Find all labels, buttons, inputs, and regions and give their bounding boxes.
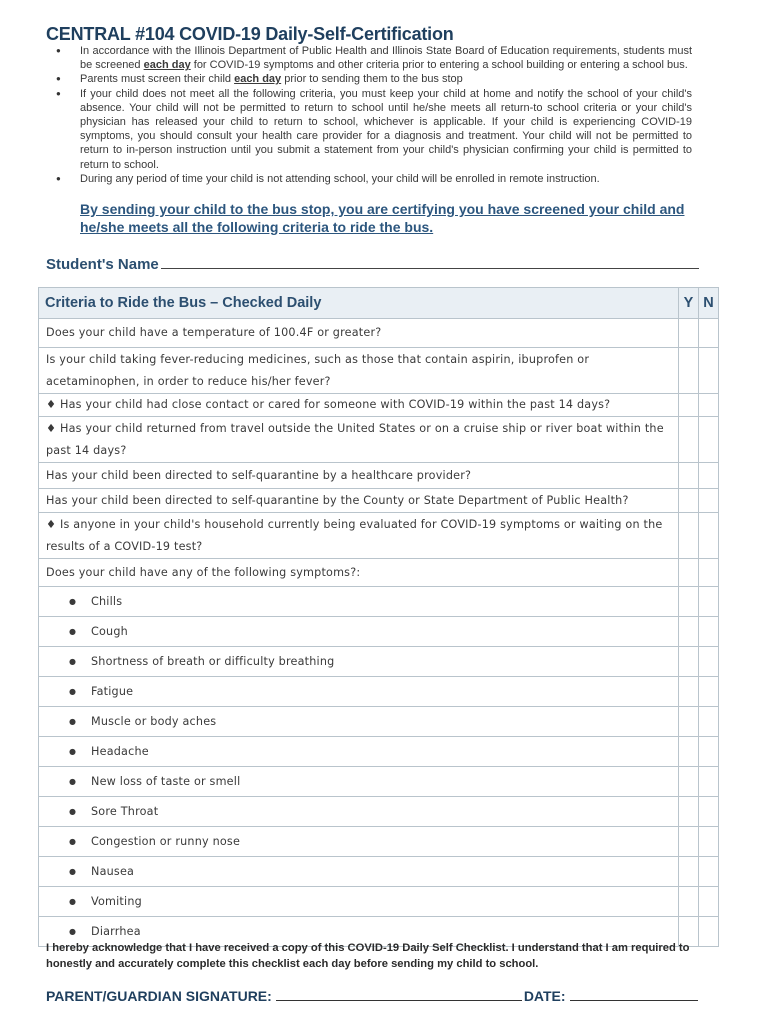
page-title: CENTRAL #104 COVID-19 Daily-Self-Certification [46,24,454,44]
yes-checkbox[interactable] [679,617,699,647]
symptom-row [39,887,719,917]
intro-text: Parents must screen their child [80,73,235,86]
yes-checkbox[interactable] [679,348,699,394]
yes-checkbox[interactable] [679,417,699,463]
intro-item-parents [52,72,692,86]
intro-text: prior to sending them to the bus stop [281,73,463,86]
symptom-item [39,827,679,857]
symptom-item [39,857,679,887]
bullet-icon: ● [69,687,77,696]
yes-checkbox[interactable] [679,559,699,587]
symptom-row [39,707,719,737]
yes-checkbox[interactable] [679,707,699,737]
symptom-label: Fatigue [91,685,134,698]
emphasis-text: each day [143,59,191,72]
yes-checkbox[interactable] [679,394,699,417]
yes-checkbox[interactable] [679,647,699,677]
table-row [39,394,719,417]
symptom-label: Congestion or runny nose [91,835,241,848]
no-checkbox[interactable] [699,857,719,887]
criteria-table [38,287,719,947]
symptom-item [39,617,679,647]
question-text: Does your child have a temperature of 100.4F or greater? [39,319,679,348]
no-checkbox[interactable] [699,394,719,417]
bullet-icon: ● [69,777,77,786]
no-checkbox[interactable] [699,319,719,348]
question-text: ♦ Has your child returned from travel outside the United States or on a cruise ship or river boat within the past 14 days? [39,417,679,463]
symptom-label: Cough [91,625,128,638]
symptom-item [39,587,679,617]
intro-item-remote: ● During any period of time your child is not attending school, your child will be enrolled in remote instruction. [52,172,692,186]
symptom-item [39,797,679,827]
symptom-label: Diarrhea [91,925,141,938]
no-checkbox[interactable] [699,489,719,513]
symptom-label: Chills [91,595,123,608]
question-text: ♦ Is anyone in your child's household currently being evaluated for COVID-19 symptoms or waiting on the results of a COVID-19 test? [39,513,679,559]
symptom-label: New loss of taste or smell [91,775,241,788]
yes-checkbox[interactable] [679,319,699,348]
symptom-row [39,857,719,887]
yes-checkbox[interactable] [679,887,699,917]
no-checkbox[interactable] [699,513,719,559]
yes-checkbox[interactable] [679,677,699,707]
table-row [39,489,719,513]
no-checkbox[interactable] [699,348,719,394]
table-header-row [39,288,719,319]
no-checkbox[interactable] [699,677,719,707]
question-text: Has your child been directed to self-quarantine by the County or State Department of Public Health? [39,489,679,513]
table-header: Criteria to Ride the Bus – Checked Daily [39,288,679,319]
no-checkbox[interactable] [699,887,719,917]
student-name-label: Student's Name [46,256,159,273]
no-checkbox[interactable] [699,417,719,463]
symptom-item [39,677,679,707]
no-checkbox[interactable] [699,559,719,587]
certification-statement: By sending your child to the bus stop, you are certifying you have screened your child and he/she meets all the following criteria to ride the bus. [80,201,685,235]
student-name-field[interactable] [161,254,699,269]
question-text: ♦ Has your child had close contact or cared for someone with COVID-19 within the past 14 days? [39,394,679,417]
intro-item-criteria: ● If your child does not meet all the following criteria, you must keep your child at home and notify the school of your child's absence. Your child will not be permitted to return to school until he/she meets all return-to school criteria or your child's physician has released your child to return to school, whichever is applicable. If your child is experiencing COVID-19 symptoms, you should consult your health care provider for a diagnosis and treatment. Your child will not be permitted to return to in-person instruction until you submit a statement from your child's physician confirming your child is permitted to return to school. [52,87,692,172]
symptom-item [39,767,679,797]
symptom-item [39,737,679,767]
date-label: DATE: [523,988,566,1004]
symptom-row [39,797,719,827]
bullet-icon: ● [69,867,77,876]
intro-item-requirements [52,44,692,72]
yes-checkbox[interactable] [679,587,699,617]
bullet-icon: ● [69,927,77,936]
symptom-row [39,647,719,677]
symptom-label: Headache [91,745,149,758]
symptom-item [39,887,679,917]
question-text: Does your child have any of the following symptoms?: [39,559,679,587]
symptom-row [39,767,719,797]
symptom-label: Muscle or body aches [91,715,217,728]
no-checkbox[interactable] [699,463,719,489]
question-text: Has your child been directed to self-quarantine by a healthcare provider? [39,463,679,489]
symptom-label: Sore Throat [91,805,159,818]
yes-checkbox[interactable] [679,513,699,559]
bullet-icon: ● [69,897,77,906]
no-checkbox[interactable] [699,587,719,617]
emphasis-text: each day [234,73,282,86]
no-checkbox[interactable] [699,797,719,827]
symptom-label: Shortness of breath or difficulty breathing [91,655,335,668]
symptom-row [39,617,719,647]
no-checkbox[interactable] [699,827,719,857]
symptom-row [39,827,719,857]
symptom-label: Nausea [91,865,135,878]
bullet-icon: ● [69,837,77,846]
bullet-icon: ● [69,717,77,726]
table-row [39,463,719,489]
no-checkbox[interactable] [699,707,719,737]
yes-checkbox[interactable] [679,767,699,797]
symptom-item [39,647,679,677]
bullet-icon: ● [69,807,77,816]
table-row [39,417,719,463]
no-checkbox[interactable] [699,737,719,767]
yes-checkbox[interactable] [679,737,699,767]
symptom-row [39,587,719,617]
intro-list [52,44,692,186]
table-row [39,348,719,394]
signature-row [46,988,698,1004]
student-name-row [46,254,699,273]
bullet-icon: ● [69,627,77,636]
symptom-row [39,737,719,767]
table-row [39,559,719,587]
no-checkbox[interactable] [699,617,719,647]
no-checkbox[interactable] [699,647,719,677]
bullet-icon: ● [69,747,77,756]
no-column-header: N [699,288,719,319]
symptom-label: Vomiting [91,895,142,908]
yes-checkbox[interactable] [679,827,699,857]
symptom-row [39,677,719,707]
bullet-icon: ● [69,597,77,606]
yes-checkbox[interactable] [679,489,699,513]
yes-checkbox[interactable] [679,797,699,827]
intro-text: for COVID-19 symptoms and other criteria prior to entering a school building or entering a school bus. [190,59,688,72]
intro-text: In accordance with the Illinois Department of Public Health and Illinois State Board of Education requirements, students must be screened [80,45,692,72]
date-field[interactable] [570,988,698,1001]
yes-column-header: Y [679,288,699,319]
table-row [39,319,719,348]
question-text: Is your child taking fever-reducing medicines, such as those that contain aspirin, ibuprofen or acetaminophen, in order to reduce his/her fever? [39,348,679,394]
symptom-item [39,707,679,737]
table-row [39,513,719,559]
acknowledgement-text: I hereby acknowledge that I have received a copy of this COVID-19 Daily Self Checklist. I understand that I am required to honestly and accurately complete this checklist each day before sending my child to school. [46,942,690,970]
no-checkbox[interactable] [699,767,719,797]
yes-checkbox[interactable] [679,463,699,489]
bullet-icon: ● [69,657,77,666]
signature-label: PARENT/GUARDIAN SIGNATURE: [46,988,272,1004]
signature-field[interactable] [276,988,522,1001]
yes-checkbox[interactable] [679,857,699,887]
